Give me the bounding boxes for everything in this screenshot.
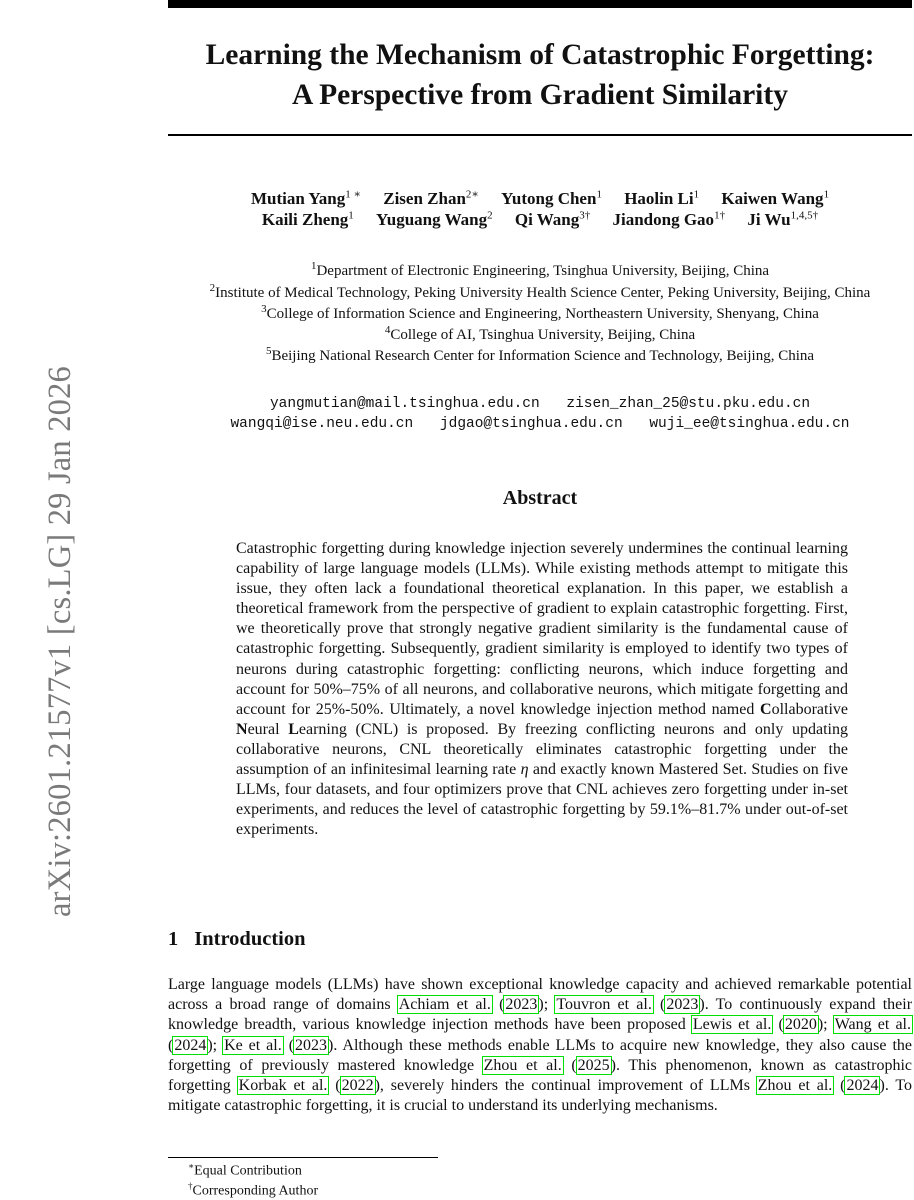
- citation-link[interactable]: Korbak et al.: [238, 1077, 328, 1095]
- footnote-corresponding-author: †Corresponding Author: [188, 1181, 319, 1199]
- citation-year-link[interactable]: 2020: [784, 1016, 817, 1034]
- email: wuji_ee@tsinghua.edu.cn: [649, 416, 850, 432]
- author: Jiandong Gao$^{1\dagger}$: [612, 209, 726, 229]
- arxiv-sidebar: [0, 0, 78, 1200]
- author: Zisen Zhan$^{2∗}$: [383, 188, 479, 208]
- title-rule: [168, 134, 912, 136]
- citation-link[interactable]: Lewis et al.: [692, 1016, 772, 1034]
- author: Kaili Zheng$^1$: [261, 209, 354, 229]
- citation-year-link[interactable]: 2024: [174, 1036, 207, 1054]
- citation-link[interactable]: Zhou et al.: [483, 1056, 562, 1074]
- arxiv-identifier: arXiv:2601.21577v1 [cs.LG] 29 Jan 2026: [42, 366, 78, 917]
- citation-link[interactable]: Wang et al.: [834, 1016, 912, 1034]
- abstract-heading: Abstract: [502, 487, 578, 509]
- author: Yuguang Wang$^2$: [376, 209, 493, 229]
- author: Haolin Li$^1$: [624, 188, 700, 208]
- affiliation-3: $^3$College of Information Science and Engineering, Northeastern University, Shenyang, China: [261, 303, 819, 322]
- footnote-equal-contribution: ∗Equal Contribution: [188, 1161, 302, 1179]
- citation-year-link[interactable]: 2023: [295, 1036, 328, 1054]
- affiliation-1: $^1$Department of Electronic Engineering, Tsinghua University, Beijing, China: [310, 260, 770, 279]
- section-heading: 1 Introduction: [168, 928, 306, 950]
- author: Yutong Chen$^1$: [501, 188, 602, 208]
- author: Kaiwen Wang$^1$: [721, 188, 830, 208]
- citation-year-link[interactable]: 2022: [341, 1077, 374, 1095]
- affiliation-5: $^5$Beijing National Research Center for Information Science and Technology, Beijing, China: [265, 345, 815, 364]
- citation-link[interactable]: Touvron et al.: [556, 996, 652, 1014]
- citation-year-link[interactable]: 2024: [846, 1077, 879, 1095]
- author-row-2: [168, 209, 912, 230]
- citation-year-link[interactable]: 2023: [666, 996, 699, 1014]
- author: Mutian Yang$^{1 ∗}$: [250, 188, 361, 208]
- author: Qi Wang$^{3\dagger}$: [514, 209, 591, 229]
- email: jdgao@tsinghua.edu.cn: [439, 416, 623, 432]
- email: yangmutian@mail.tsinghua.edu.cn: [269, 396, 540, 412]
- citation-link[interactable]: Zhou et al.: [757, 1077, 833, 1095]
- top-rule: [168, 0, 912, 8]
- footnote-rule: [168, 1157, 438, 1158]
- abstract-body: Catastrophic forgetting during knowledge injection severely undermines the continual learning capability of large language models (LLMs). While existing methods attempt to mitigate this issue, they often lack a foundational theoretical explanation. In this paper, we establish a theoretical framework from the perspective of gradient to explain catastrophic forgetting. First, we theoretically prove that strongly negative gradient similarity is the fundamental cause of catastrophic forgetting. Subsequently, gradient similarity is employed to identify two types of neurons during catastrophic forgetting: conflicting neurons, which induce forgetting and account for 50%–75% of all neurons, and collaborative neurons, which mitigate forgetting and account for 25%-50%. Ultimately, a novel knowledge injection method named Collaborative Neural Learning (CNL) is proposed. By freezing conflicting neurons and only updating collaborative neurons, CNL theoretically eliminates catastrophic forgetting under the assumption of an infinitesimal learning rate η and exactly known Mastered Set. Studies on five LLMs, four datasets, and four optimizers prove that CNL achieves zero forgetting under in-set experiments, and reduces the level of catastrophic forgetting by 59.1%–81.7% under out-of-set experiments.: [236, 540, 849, 839]
- email: wangqi@ise.neu.edu.cn: [230, 416, 414, 432]
- paper-title-line-2: A Perspective from Gradient Similarity: [292, 79, 788, 111]
- introduction-paragraph: Large language models (LLMs) have shown exceptional knowledge capacity and achieved remarkable potential across a broad range of domains Achiam et al. (2023); Touvron et al. (2023). To continuously expand their knowledge breadth, various knowledge injection methods have been proposed Lewis et al. (2020); Wang et al. (2024); Ke et al. (2023). Although these methods enable LLMs to acquire new knowledge, they also cause the forgetting of previously mastered knowledge Zhou et al. (2025). This phenomenon, known as catastrophic forgetting Korbak et al. (2022), severely hinders the continual improvement of LLMs Zhou et al. (2024). To mitigate catastrophic forgetting, it is crucial to understand its underlying mechanisms.: [168, 976, 913, 1115]
- author: Ji $Wu^{1,4,5\dagger}$: [747, 209, 819, 229]
- citation-year-link[interactable]: 2025: [577, 1056, 610, 1074]
- citation-link[interactable]: Achiam et al.: [398, 996, 491, 1014]
- citation-link[interactable]: Ke et al.: [224, 1036, 282, 1054]
- email-row-2: [168, 416, 912, 432]
- email-row-1: [168, 396, 912, 412]
- author-row-1: [168, 187, 912, 209]
- affiliation-4: $^4$College of AI, Tsinghua University, Beijing, China: [384, 324, 696, 343]
- paper-title-line-1: Learning the Mechanism of Catastrophic Forgetting:: [205, 39, 875, 71]
- email: zisen_zhan_25@stu.pku.edu.cn: [566, 396, 811, 412]
- citation-year-link[interactable]: 2023: [505, 996, 538, 1014]
- affiliation-2: $^2$Institute of Medical Technology, Peking University Health Science Center, Peking University, Beijing, China: [209, 282, 871, 301]
